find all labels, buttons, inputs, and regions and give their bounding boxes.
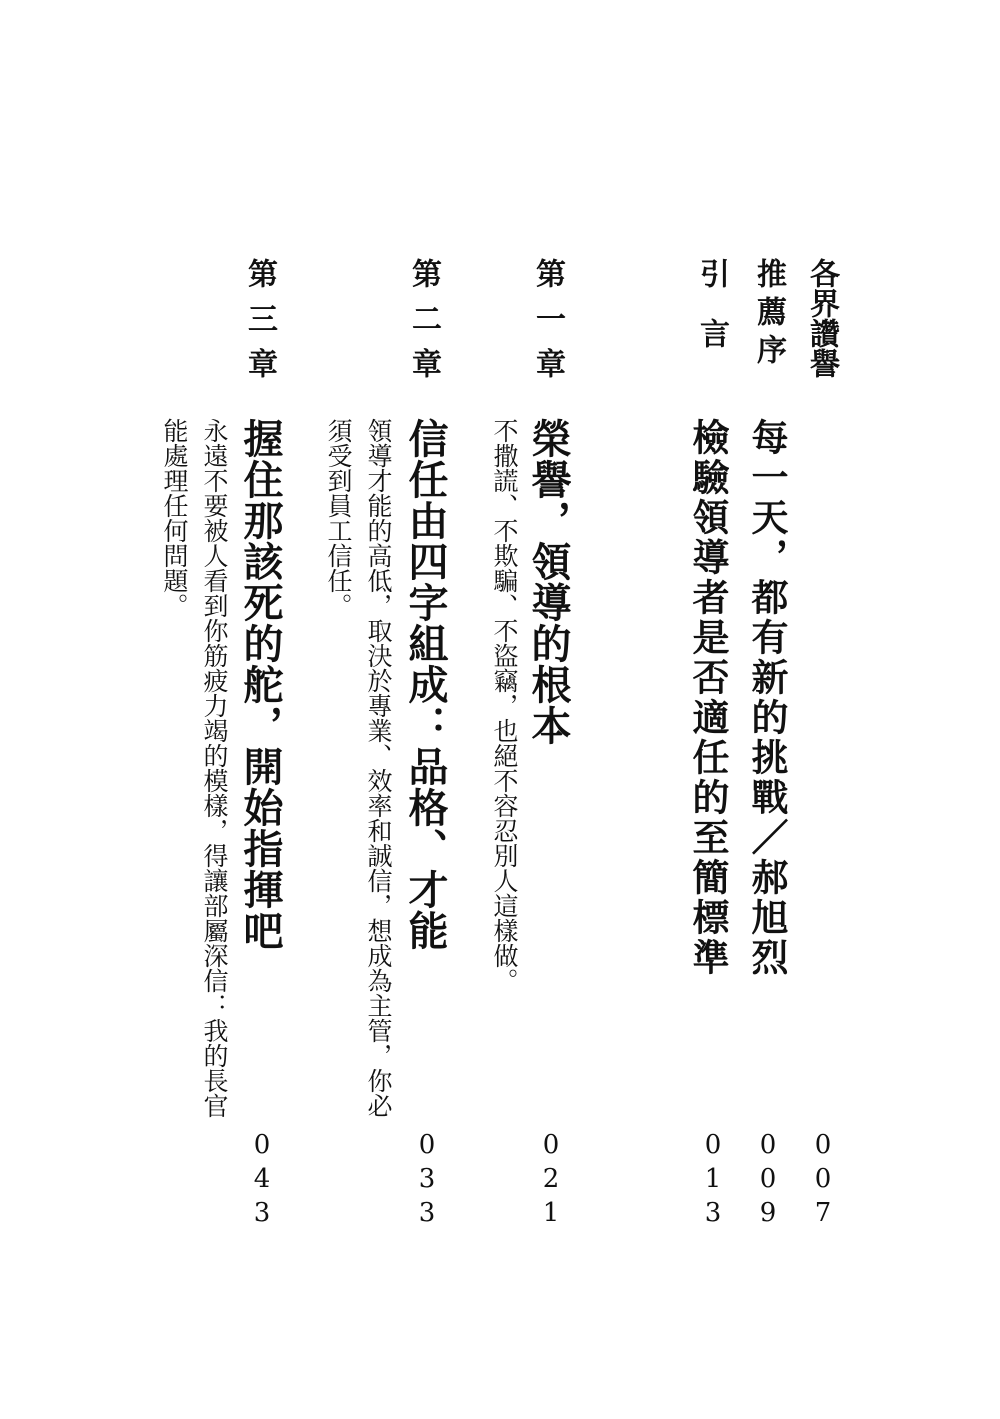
toc-ch2-summary-line-1: 領導才能的高低，取決於專業、效率和誠信，想成為主管，你必 [364, 418, 393, 1118]
toc-ch3-label: 第三章 [242, 258, 277, 393]
toc-ch2-title: 信任由四字組成：品格、才能 [402, 418, 449, 951]
toc-ch2-summary-line-2: 須受到員工信任。 [324, 418, 353, 618]
toc-ch1-label: 第一章 [530, 258, 565, 393]
toc-ch3-summary-line-1: 永遠不要被人看到你筋疲力竭的模樣，得讓部屬深信：我的長官 [200, 418, 229, 1118]
toc-intro-page: 013 [698, 1130, 728, 1232]
toc-ch1-page: 021 [536, 1130, 566, 1232]
toc-ch1-summary-line-1: 不撒謊、不欺騙、不盜竊，也絕不容忍別人這樣做。 [490, 418, 519, 993]
toc-praise-label: 各界讚譽 [804, 258, 839, 378]
toc-ch2-label: 第二章 [406, 258, 441, 393]
toc-intro-title: 檢驗領導者是否適任的至簡標準 [686, 418, 730, 978]
toc-preface-page: 009 [753, 1130, 783, 1232]
toc-ch3-title: 握住那該死的舵，開始指揮吧 [237, 418, 284, 951]
toc-preface-label: 推薦序 [751, 258, 786, 372]
toc-preface-title: 每一天，都有新的挑戰／郝旭烈 [745, 418, 789, 978]
toc-intro-label: 引 言 [694, 258, 729, 348]
toc-ch1-title: 榮譽，領導的根本 [525, 418, 572, 746]
toc-ch3-summary-line-2: 能處理任何問題。 [160, 418, 189, 618]
toc-praise-page: 007 [808, 1130, 838, 1232]
toc-ch3-page: 043 [247, 1130, 277, 1232]
toc-ch2-page: 033 [412, 1130, 442, 1232]
